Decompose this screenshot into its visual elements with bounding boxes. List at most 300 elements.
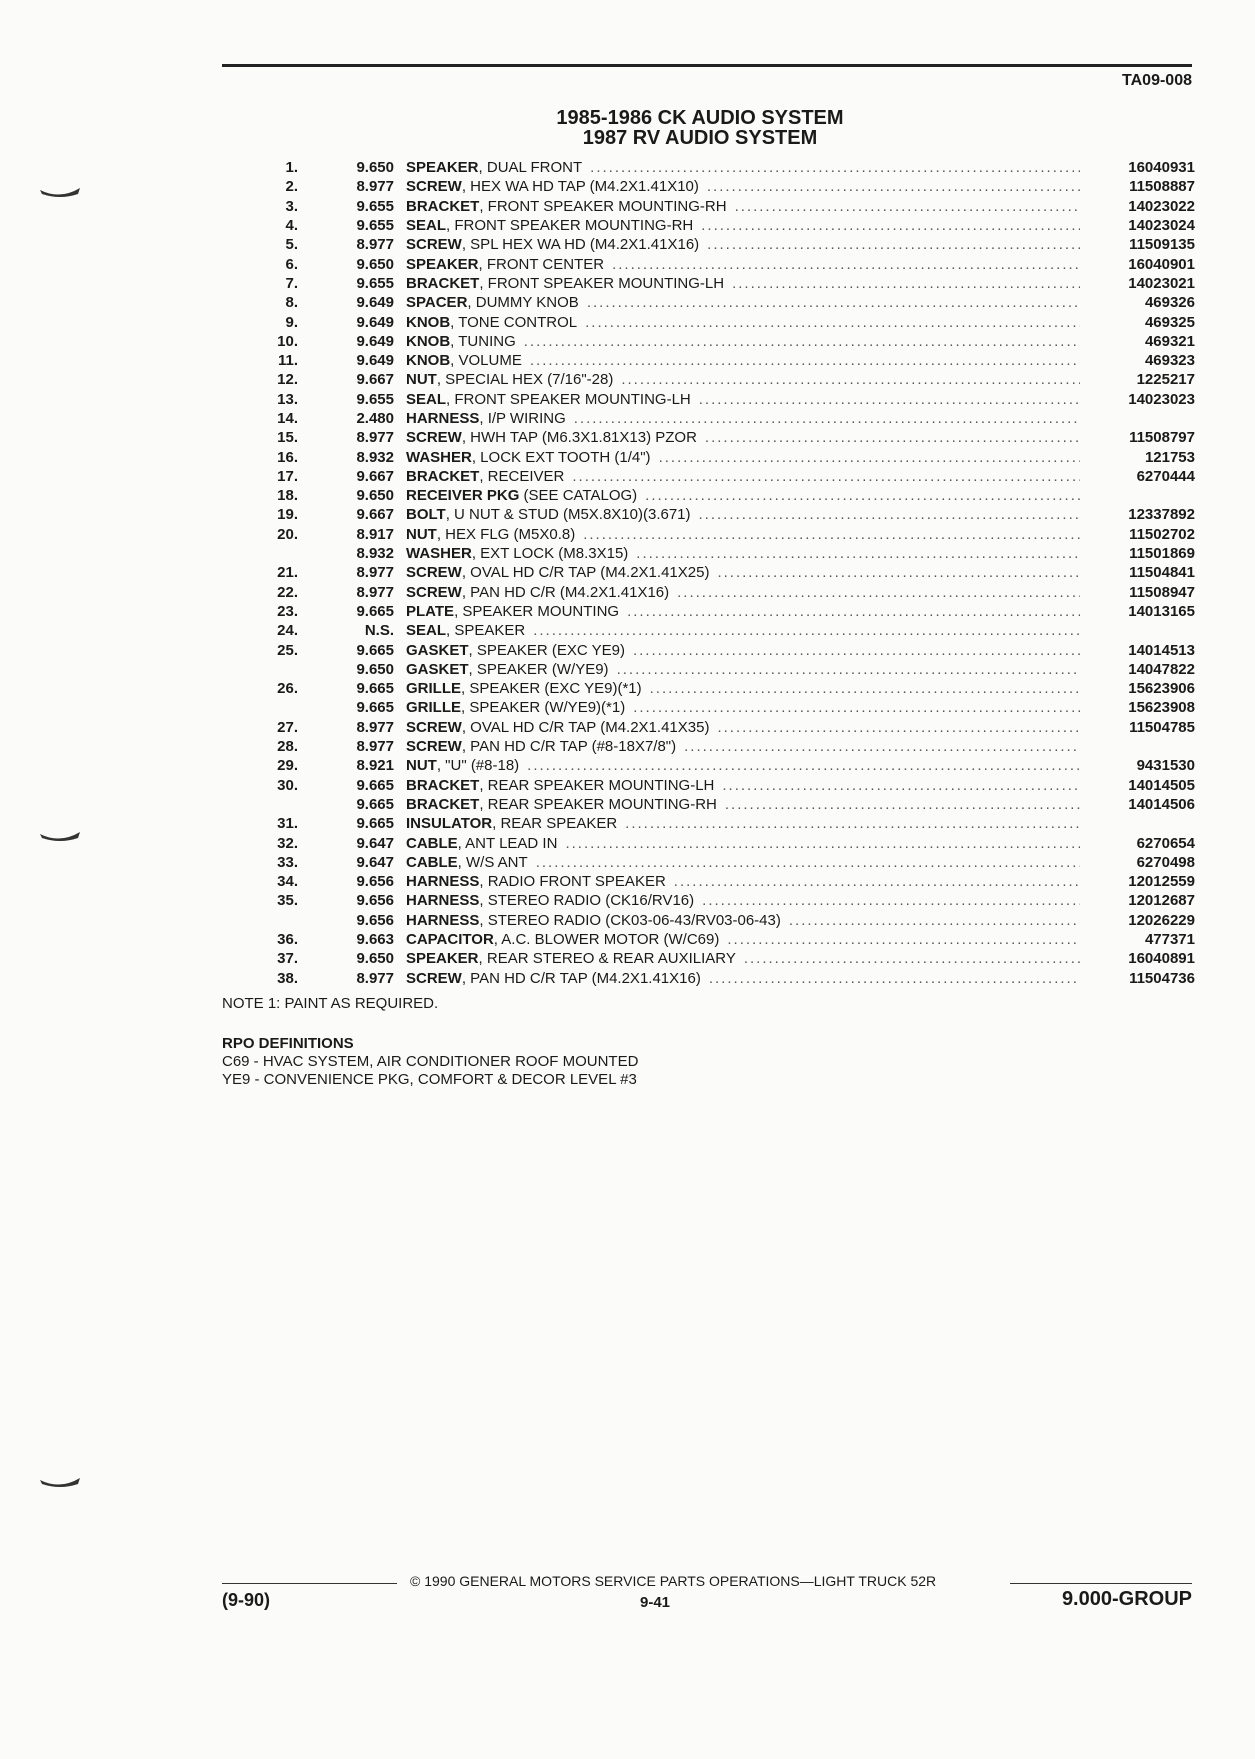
part-description [394, 333, 1090, 350]
part-name: SPEAKER [406, 255, 479, 273]
part-name: KNOB [406, 313, 451, 331]
leader-dots [724, 275, 1080, 292]
part-detail: , SPEAKER [446, 622, 526, 640]
group-code: 8.932 [356, 545, 394, 563]
part-detail: , FRONT SPEAKER MOUNTING-RH [479, 197, 727, 215]
leader-dots [709, 719, 1080, 736]
group-code: 9.665 [356, 680, 394, 698]
part-detail: , U NUT & STUD (M5X.8X10)(3.671) [445, 506, 691, 524]
item-number: 29. [277, 757, 298, 775]
part-number: 14013165 [1128, 602, 1195, 620]
group-code: 9.647 [356, 834, 394, 852]
group-code: 9.650 [356, 660, 394, 678]
leader-dots [701, 970, 1080, 987]
part-description [394, 835, 1090, 852]
item-number: 19. [277, 506, 298, 524]
part-number: 14014506 [1128, 795, 1195, 813]
part-number: 477371 [1144, 931, 1195, 949]
leader-dots [727, 198, 1080, 215]
part-number: 14014505 [1128, 776, 1195, 794]
part-description [394, 429, 1090, 446]
group-code: 8.977 [356, 969, 394, 987]
binder-hole-mark [38, 1476, 82, 1488]
part-number: 14023022 [1128, 197, 1195, 215]
part-detail: , OVAL HD C/R TAP (M4.2X1.41X25) [461, 564, 710, 582]
part-number: 11508797 [1129, 429, 1195, 447]
part-number: 11501869 [1129, 545, 1195, 563]
parts-list [230, 158, 1195, 988]
leader-dots [699, 236, 1080, 253]
leader-dots [697, 429, 1080, 446]
part-row [230, 718, 1195, 737]
part-number: 12012559 [1128, 873, 1195, 891]
part-detail: , EXT LOCK (M8.3X15) [471, 545, 629, 563]
part-description [394, 526, 1090, 543]
part-name: SPEAKER [406, 159, 479, 177]
group-code: 9.667 [356, 506, 394, 524]
group-code: 9.656 [356, 911, 394, 929]
leader-dots [516, 333, 1080, 350]
part-row [230, 679, 1195, 698]
part-detail: , REAR SPEAKER MOUNTING-RH [479, 795, 717, 813]
part-detail: , SPEAKER (EXC YE9) [468, 641, 625, 659]
item-number: 36. [277, 931, 298, 949]
part-row [230, 795, 1195, 814]
part-row [230, 814, 1195, 833]
part-detail: , FRONT CENTER [478, 255, 605, 273]
part-row [230, 872, 1195, 891]
part-detail: , A.C. BLOWER MOTOR (W/C69) [493, 931, 720, 949]
part-description [394, 622, 1090, 639]
group-code: 9.665 [356, 641, 394, 659]
part-row [230, 525, 1195, 544]
part-description [394, 757, 1090, 774]
leader-dots [717, 796, 1080, 813]
leader-dots [579, 294, 1080, 311]
part-name: WASHER [406, 545, 472, 563]
part-detail: , I/P WIRING [479, 410, 566, 427]
part-number: 11504785 [1129, 718, 1195, 736]
leader-dots [781, 912, 1080, 929]
item-number: 6. [285, 255, 298, 273]
part-name: BRACKET [406, 274, 480, 292]
item-number: 15. [277, 429, 298, 447]
part-detail: , FRONT SPEAKER MOUNTING-RH [446, 217, 694, 235]
part-name: WASHER [406, 448, 472, 466]
leader-dots [522, 352, 1080, 369]
part-name: SPACER [406, 294, 468, 312]
item-number: 16. [277, 448, 298, 466]
part-number: 121753 [1144, 448, 1195, 466]
item-number: 25. [277, 641, 298, 659]
part-row [230, 274, 1195, 293]
part-row [230, 602, 1195, 621]
part-description [394, 275, 1090, 292]
leader-dots [694, 892, 1080, 909]
item-number: 31. [277, 815, 298, 833]
part-name: GASKET [406, 641, 469, 659]
part-number: 11508947 [1129, 583, 1195, 601]
rpo-definitions [222, 1035, 638, 1089]
part-row [230, 409, 1195, 428]
leader-dots [564, 468, 1080, 485]
part-description [394, 777, 1090, 794]
part-description [394, 391, 1090, 408]
item-number: 18. [277, 487, 298, 505]
part-description [394, 506, 1090, 523]
part-row [230, 486, 1195, 505]
group-label: 9.000-GROUP [1061, 1588, 1192, 1610]
group-code: 8.977 [356, 564, 394, 582]
item-number: 38. [277, 969, 298, 987]
part-name: BRACKET [406, 795, 480, 813]
item-number: 14. [277, 410, 298, 427]
part-number: 14023024 [1128, 217, 1195, 235]
item-number: 17. [277, 467, 298, 485]
part-detail: , REAR SPEAKER [492, 815, 618, 833]
item-number: 21. [277, 564, 298, 582]
part-row [230, 293, 1195, 312]
part-name: BRACKET [406, 197, 480, 215]
part-name: CABLE [406, 834, 458, 852]
item-number: 28. [277, 738, 298, 756]
part-name: GASKET [406, 660, 469, 678]
part-name: BOLT [406, 506, 446, 524]
part-detail: , LOCK EXT TOOTH (1/4") [471, 448, 651, 466]
group-code: 8.977 [356, 178, 394, 196]
item-number: 4. [285, 217, 298, 235]
part-detail: , STEREO RADIO (CK03-06-43/RV03-06-43) [479, 911, 781, 929]
item-number: 7. [285, 274, 298, 292]
revision-date: (9-90) [222, 1590, 271, 1610]
group-code: 9.649 [356, 352, 394, 370]
part-detail: , SPEAKER (EXC YE9)(*1) [461, 680, 642, 698]
part-description [394, 564, 1090, 581]
part-name: NUT [406, 757, 437, 775]
group-code: 8.921 [356, 757, 394, 775]
part-name: SCREW [406, 429, 462, 447]
leader-dots [609, 661, 1080, 678]
copyright-text: © 1990 GENERAL MOTORS SERVICE PARTS OPERATIONS—LIGHT TRUCK 52R [410, 1573, 937, 1589]
part-number: 15623906 [1128, 680, 1195, 698]
part-number: 469326 [1144, 294, 1195, 312]
group-code: 8.977 [356, 718, 394, 736]
group-code: 9.655 [356, 274, 394, 292]
part-detail: , REAR STEREO & REAR AUXILIARY [478, 950, 736, 968]
part-name: GRILLE [406, 699, 461, 717]
part-description [394, 584, 1090, 601]
part-row [230, 698, 1195, 717]
part-detail: , SPECIAL HEX (7/16"-28) [436, 371, 614, 389]
footer-rule-right [1010, 1583, 1192, 1584]
part-row [230, 254, 1195, 273]
part-detail: , SPEAKER (W/YE9) [468, 660, 609, 678]
part-name: RECEIVER PKG [406, 487, 520, 505]
group-code: 9.649 [356, 332, 394, 350]
leader-dots [617, 815, 1080, 832]
part-description [394, 661, 1090, 678]
part-row [230, 911, 1195, 930]
part-row [230, 776, 1195, 795]
item-number: 30. [277, 776, 298, 794]
part-description [394, 738, 1090, 755]
part-description [394, 699, 1090, 716]
part-row [230, 583, 1195, 602]
part-name: HARNESS [406, 873, 480, 891]
part-number: 6270654 [1136, 834, 1195, 852]
group-code: 9.667 [356, 371, 394, 389]
part-number: 14023023 [1128, 390, 1195, 408]
part-detail: , SPL HEX WA HD (M4.2X1.41X16) [461, 236, 700, 254]
group-code: 9.655 [356, 390, 394, 408]
group-code: 9.649 [356, 313, 394, 331]
part-row [230, 505, 1195, 524]
item-number: 12. [277, 371, 298, 389]
part-name: PLATE [406, 602, 455, 620]
part-number: 12026229 [1128, 911, 1195, 929]
part-description [394, 294, 1090, 311]
part-description [394, 371, 1090, 388]
group-code: 9.665 [356, 699, 394, 717]
part-number: 12012687 [1128, 892, 1195, 910]
part-detail: , "U" (#8-18) [436, 757, 520, 775]
item-number: 33. [277, 853, 298, 871]
part-row [230, 158, 1195, 177]
part-name: HARNESS [406, 892, 480, 910]
group-code: 9.665 [356, 795, 394, 813]
part-detail: , SPEAKER (W/YE9)(*1) [461, 699, 626, 717]
group-code: 9.667 [356, 467, 394, 485]
part-name: KNOB [406, 352, 451, 370]
header-rule [222, 64, 1192, 67]
item-number: 8. [285, 294, 298, 312]
document-code: TA09-008 [1122, 72, 1192, 89]
leader-dots [613, 371, 1080, 388]
part-description [394, 970, 1090, 987]
group-code: 9.650 [356, 487, 394, 505]
part-name: SEAL [406, 622, 447, 640]
part-name: SCREW [406, 738, 462, 756]
part-row [230, 216, 1195, 235]
group-code: 8.977 [356, 583, 394, 601]
leader-dots [625, 642, 1080, 659]
leader-dots [557, 835, 1080, 852]
item-number: 13. [277, 390, 298, 408]
part-row [230, 563, 1195, 582]
part-name: BRACKET [406, 467, 480, 485]
item-number: 35. [277, 892, 298, 910]
binder-hole-mark [38, 830, 82, 842]
footer-rule-left [222, 1583, 397, 1584]
group-code: 8.932 [356, 448, 394, 466]
part-description [394, 449, 1090, 466]
group-code: 9.649 [356, 294, 394, 312]
leader-dots [719, 931, 1080, 948]
part-detail: , ANT LEAD IN [457, 834, 558, 852]
part-number: 14023021 [1128, 274, 1195, 292]
part-name: SCREW [406, 564, 462, 582]
part-name: CABLE [406, 853, 458, 871]
group-code: 8.917 [356, 525, 394, 543]
leader-dots [736, 950, 1080, 967]
part-description [394, 487, 1090, 504]
part-description [394, 236, 1090, 253]
part-name: SCREW [406, 178, 462, 196]
part-description [394, 796, 1090, 813]
part-name: INSULATOR [406, 815, 493, 833]
rpo-heading: RPO DEFINITIONS [222, 1035, 354, 1052]
leader-dots [709, 564, 1080, 581]
title-line-1: 1985-1986 CK AUDIO SYSTEM [556, 107, 844, 129]
item-number: 27. [277, 718, 298, 736]
part-name: SCREW [406, 718, 462, 736]
part-description [394, 719, 1090, 736]
part-name: NUT [406, 525, 437, 543]
part-description [394, 815, 1090, 832]
part-description [394, 680, 1090, 697]
part-description [394, 178, 1090, 195]
part-name: BRACKET [406, 776, 480, 794]
group-code: N.S. [364, 622, 394, 640]
group-code: 9.655 [356, 197, 394, 215]
group-code: 9.665 [356, 776, 394, 794]
part-row [230, 177, 1195, 196]
group-code: 9.650 [356, 159, 394, 177]
part-detail: , STEREO RADIO (CK16/RV16) [479, 892, 695, 910]
part-detail: , PAN HD C/R (M4.2X1.41X16) [461, 583, 670, 601]
part-detail: (SEE CATALOG) [519, 487, 638, 505]
leader-dots [619, 603, 1080, 620]
leader-dots [666, 873, 1080, 890]
leader-dots [575, 526, 1080, 543]
note: NOTE 1: PAINT AS REQUIRED. [222, 995, 439, 1012]
part-description [394, 854, 1090, 871]
part-name: SCREW [406, 969, 462, 987]
leader-dots [604, 256, 1080, 273]
part-row [230, 370, 1195, 389]
part-number: 1225217 [1136, 371, 1195, 389]
item-number: 2. [285, 178, 298, 196]
part-detail: , HEX FLG (M5X0.8) [436, 525, 576, 543]
part-description [394, 950, 1090, 967]
part-detail: , TUNING [450, 332, 516, 350]
title-line-2: 1987 RV AUDIO SYSTEM [582, 127, 818, 149]
part-detail: , HEX WA HD TAP (M4.2X1.41X10) [461, 178, 699, 196]
item-number: 22. [277, 583, 298, 601]
part-number: 11508887 [1129, 178, 1195, 196]
item-number: 34. [277, 873, 298, 891]
part-description [394, 198, 1090, 215]
leader-dots [642, 680, 1080, 697]
part-number: 469325 [1144, 313, 1195, 331]
group-code: 8.977 [356, 429, 394, 447]
part-row [230, 544, 1195, 563]
page-title [420, 108, 980, 148]
part-number: 11504841 [1129, 564, 1195, 582]
leader-dots [714, 777, 1080, 794]
part-detail: , FRONT SPEAKER MOUNTING-LH [446, 390, 691, 408]
group-code: 9.665 [356, 602, 394, 620]
leader-dots [676, 738, 1080, 755]
part-description [394, 468, 1090, 485]
group-code: 8.977 [356, 738, 394, 756]
part-row [230, 891, 1195, 910]
part-description [394, 912, 1090, 929]
part-row [230, 197, 1195, 216]
part-detail: , PAN HD C/R TAP (M4.2X1.41X16) [461, 969, 701, 987]
part-row [230, 737, 1195, 756]
leader-dots [528, 854, 1080, 871]
item-number: 5. [285, 236, 298, 254]
part-name: SEAL [406, 217, 447, 235]
group-code: 9.647 [356, 853, 394, 871]
item-number: 3. [285, 197, 298, 215]
part-row [230, 621, 1195, 640]
leader-dots [669, 584, 1080, 601]
item-number: 32. [277, 834, 298, 852]
group-code: 8.977 [356, 236, 394, 254]
part-row [230, 312, 1195, 331]
part-description [394, 642, 1090, 659]
part-description [394, 256, 1090, 273]
leader-dots [577, 314, 1080, 331]
part-row [230, 447, 1195, 466]
group-code: 9.650 [356, 950, 394, 968]
rpo-item: C69 - HVAC SYSTEM, AIR CONDITIONER ROOF MOUNTED [222, 1053, 639, 1070]
leader-dots [628, 545, 1080, 562]
item-number: 23. [277, 602, 298, 620]
part-row [230, 351, 1195, 370]
part-row [230, 833, 1195, 852]
part-name: HARNESS [406, 410, 480, 427]
leader-dots [699, 178, 1080, 195]
item-number: 9. [285, 313, 298, 331]
item-number: 1. [285, 159, 298, 177]
part-number: 11502702 [1129, 525, 1195, 543]
part-detail: , OVAL HD C/R TAP (M4.2X1.41X35) [461, 718, 710, 736]
group-code: 9.656 [356, 892, 394, 910]
part-number: 14047822 [1128, 660, 1195, 678]
part-description [394, 352, 1090, 369]
part-detail: , TONE CONTROL [450, 313, 578, 331]
group-code: 9.665 [356, 815, 394, 833]
part-name: SEAL [406, 390, 447, 408]
part-name: CAPACITOR [406, 931, 494, 949]
group-code: 9.663 [356, 931, 394, 949]
leader-dots [566, 410, 1080, 427]
part-number: 6270498 [1136, 853, 1195, 871]
part-row [230, 660, 1195, 679]
part-detail: , SPEAKER MOUNTING [454, 602, 620, 620]
leader-dots [582, 159, 1080, 176]
part-detail: , VOLUME [450, 352, 522, 370]
part-detail: , DUAL FRONT [478, 159, 583, 177]
part-row [230, 756, 1195, 775]
item-number: 24. [277, 622, 298, 640]
part-row [230, 390, 1195, 409]
part-row [230, 853, 1195, 872]
leader-dots [691, 391, 1080, 408]
part-description [394, 314, 1090, 331]
part-description [394, 545, 1090, 562]
group-code: 9.650 [356, 255, 394, 273]
part-description [394, 217, 1090, 234]
item-number: 20. [277, 525, 298, 543]
part-description [394, 892, 1090, 909]
leader-dots [625, 699, 1080, 716]
leader-dots [691, 506, 1080, 523]
part-row [230, 968, 1195, 987]
